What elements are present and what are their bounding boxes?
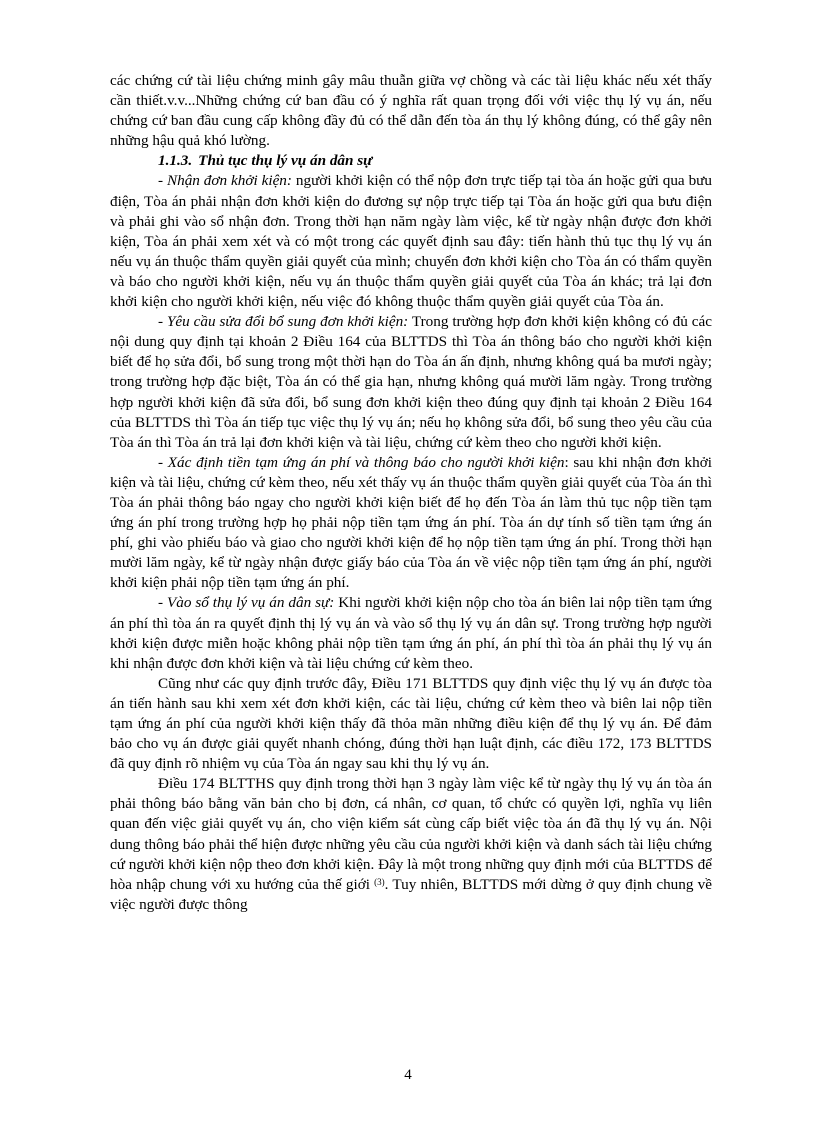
paragraph-body-continued: . Tuy nhiên, BLTTDS mới dừng ở quy định chung về việc người được thông — [110, 875, 712, 913]
section-title: Thủ tục thụ lý vụ án dân sự — [198, 152, 373, 170]
section-number: 1.1.3. — [158, 152, 193, 170]
paragraph-lead: - Yêu cầu sửa đổi bổ sung đơn khởi kiện: — [158, 313, 409, 331]
paragraph-body: : sau khi nhận đơn khởi kiện và tài liệu, chứng cứ kèm theo, nếu xét thấy vụ án thuộc thẩm quyền giải quyết của Tòa án thì Tòa án phải thông báo ngay cho người khởi kiện biết để họ đến Tòa án làm thủ tục nộp tiền tạm ứng án phí trong trường hợp họ phải nộp tiền tạm ứng án phí. Tòa án dự tính số tiền tạm ứng án phí, ghi vào phiếu báo và giao cho người khởi kiện để họ nộp tiền tạm ứng án phí. Trong thời hạn mười lăm ngày, kể từ ngày nhận được giấy báo của Tòa án về việc nộp tiền tạm ứng án phí, người khởi kiện phải nộp tiền tạm ứng án phí. — [110, 453, 712, 592]
paragraph-receive-petition — [110, 171, 712, 312]
paragraph-body: Trong trường hợp đơn khởi kiện không có đủ các nội dung quy định tại khoản 2 Điều 164 của BLTTDS thì Tòa án thông báo cho người khởi kiện biết để họ sửa đổi, bổ sung trong một thời hạn do Tòa án ấn định, nhưng không quá ba mươi ngày; trong trường hợp đặc biệt, Tòa án có thể gia hạn, nhưng không quá mười lăm ngày. Trong trường hợp người khởi kiện đã sửa đổi, bổ sung đơn khởi kiện theo đúng quy định tại khoản 2 Điều 164 của BLTTDS thì Tòa án tiếp tục việc thụ lý vụ án; nếu họ không sửa đổi, bổ sung theo yêu cầu của Tòa án thì Tòa án trả lại đơn khởi kiện và tài liệu, chứng cứ kèm theo cho người khởi kiện. — [110, 313, 712, 451]
paragraph-article-174 — [110, 774, 712, 915]
paragraph-article-171: Cũng như các quy định trước đây, Điều 171 BLTTDS quy định việc thụ lý vụ án được tòa án tiến hành sau khi xem xét đơn khởi kiện, các tài liệu, chứng cứ kèm theo và biên lai nộp tiền tạm ứng án phí của người khởi kiện thấy đã thỏa mãn những điều kiện để thụ lý vụ án. Để đảm bảo cho vụ án được giải quyết nhanh chóng, đúng thời hạn luật định, các điều 172, 173 BLTTDS đã quy định rõ nhiệm vụ của Tòa án ngay sau khi thụ lý vụ án. — [110, 674, 712, 773]
paragraph-lead: - Nhận đơn khởi kiện: — [158, 172, 292, 190]
paragraph-lead: - Vào sổ thụ lý vụ án dân sự: — [158, 594, 335, 612]
page-number: 4 — [404, 1067, 412, 1083]
paragraph-lead: - Xác định tiền tạm ứng án phí và thông báo cho người khởi kiện — [158, 453, 565, 471]
paragraph-body: Khi người khởi kiện nộp cho tòa án biên lai nộp tiền tạm ứng án phí thì tòa án ra quyết định thị lý vụ án và vào sổ thụ lý vụ án dân sự. Trong trường hợp người khởi kiện được miễn hoặc không phải nộp tiền tạm ứng án phí, án phí thì tòa án phải thụ lý vụ án khi nhận được đơn khởi kiện và tài liệu chứng cứ kèm theo. — [110, 594, 712, 672]
document-page — [110, 71, 712, 915]
footnote-reference[interactable]: (3) — [374, 876, 385, 887]
section-heading — [110, 151, 712, 171]
paragraph-register-case — [110, 593, 712, 673]
paragraph-body: Điều 174 BLTTHS quy định trong thời hạn 3 ngày làm việc kể từ ngày thụ lý vụ án tòa án phải thông báo bằng văn bản cho bị đơn, cá nhân, cơ quan, tổ chức có quyền lợi, nghĩa vụ liên quan đến việc giải quyết vụ án, cho viện kiểm sát cùng cấp biết việc tòa án đã thụ lý vụ án. Nội dung thông báo phải thể hiện được những yêu cầu của người khởi kiện và danh sách tài liệu chứng cứ người khởi kiện nộp theo đơn khởi kiện. Đây là một trong những quy định mới của BLTTDS để hòa nhập chung với xu hướng của thế giới — [110, 775, 712, 893]
paragraph-amend-petition — [110, 312, 712, 453]
paragraph-court-fee — [110, 453, 712, 594]
paragraph-body: người khởi kiện có thể nộp đơn trực tiếp tại tòa án hoặc gửi qua bưu điện, Tòa án phải nhận đơn khởi kiện do đương sự nộp trực tiếp tại Tòa án hoặc gửi qua bưu điện và phải ghi vào sổ nhận đơn. Trong thời hạn năm ngày làm việc, kể từ ngày nhận được đơn khởi kiện, Tòa án phải xem xét và có một trong các quyết định sau đây: tiến hành thủ tục thụ lý vụ án nếu vụ án thuộc thẩm quyền giải quyết của mình; chuyển đơn khởi kiện cho Tòa án có thẩm quyền và báo cho người khởi kiện, nếu vụ án thuộc thẩm quyền giải quyết của Tòa án khác; trả lại đơn khởi kiện cho người khởi kiện, nếu việc đó không thuộc thẩm quyền giải quyết của Tòa án. — [110, 172, 712, 311]
paragraph-intro: các chứng cứ tài liệu chứng minh gây mâu thuẫn giữa vợ chồng và các tài liệu khác nếu xét thấy cần thiết.v.v...Những chứng cứ ban đầu có ý nghĩa rất quan trọng đối với việc thụ lý vụ án, nếu chứng cứ ban đầu cung cấp không đầy đủ có thể dẫn đến tòa án thụ lý không đúng, có thể gây nên những hậu quả khó lường. — [110, 72, 712, 150]
